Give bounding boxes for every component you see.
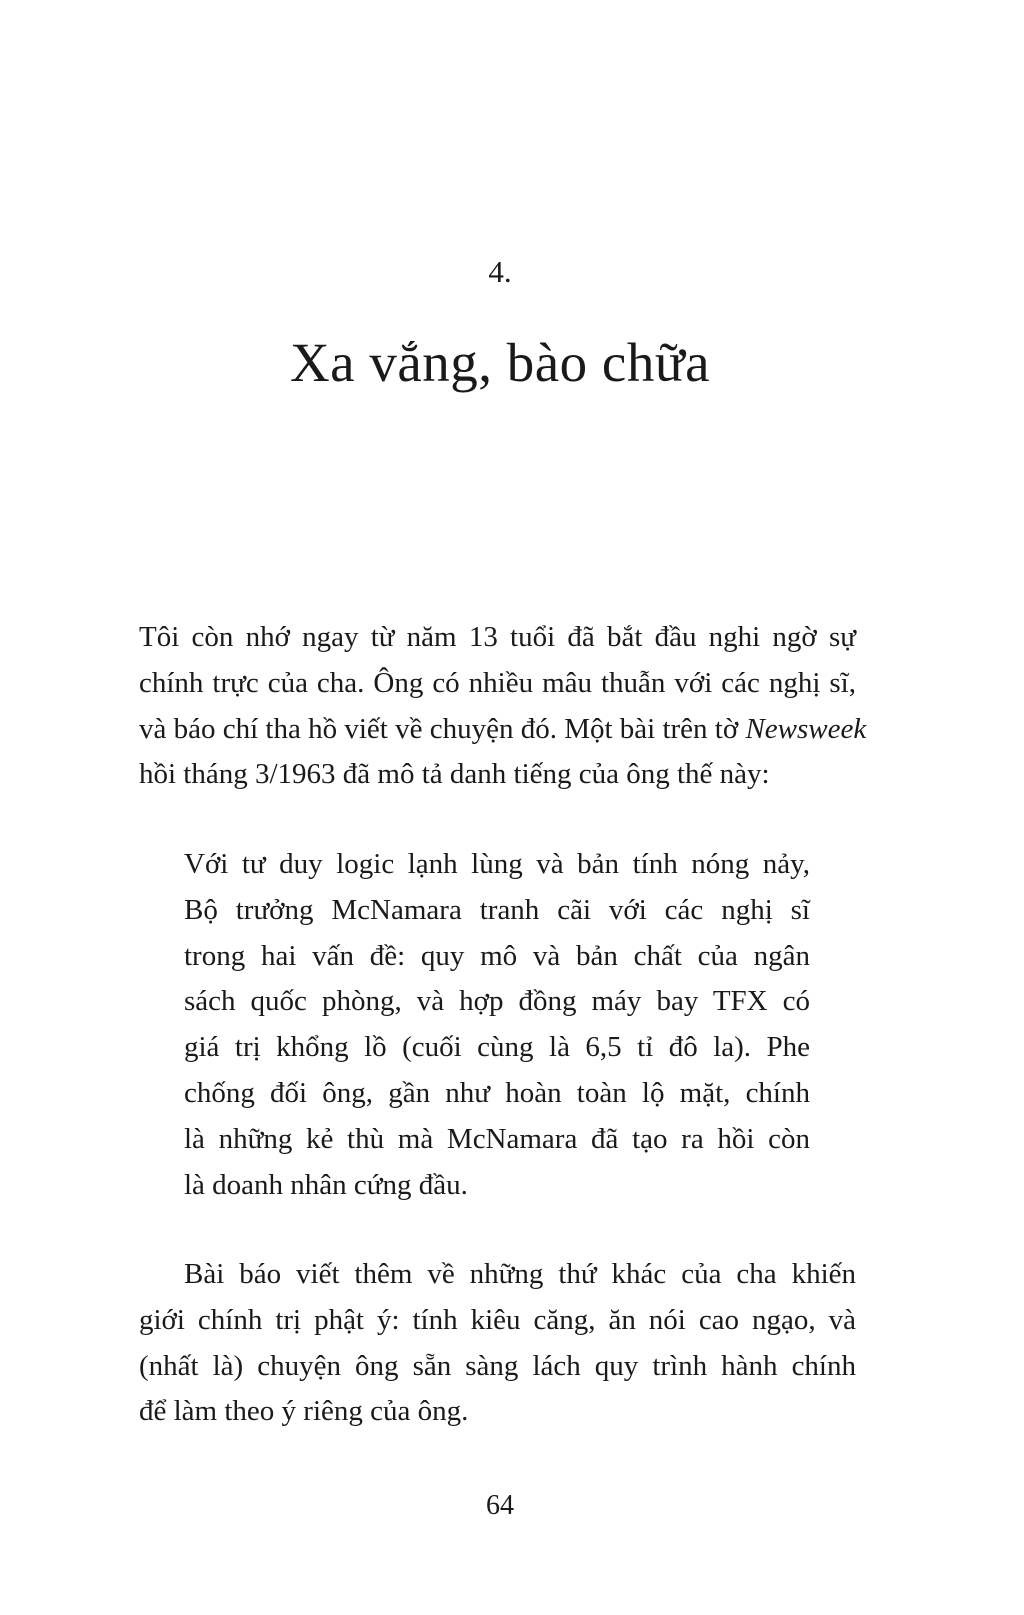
newsweek-title: Newsweek (745, 712, 867, 745)
quote-line-3: trong hai vấn đề: quy mô và bản chất của ngân (184, 939, 810, 972)
quote-line-1: Với tư duy logic lạnh lùng và bản tính nóng nảy, (184, 848, 810, 880)
quote-line-8: là doanh nhân cứng đầu. (184, 1168, 468, 1201)
quote-line-4: sách quốc phòng, và hợp đồng máy bay TFX có (184, 985, 810, 1018)
follow-line-4: để làm theo ý riêng của ông. (139, 1395, 469, 1428)
quote-line-5: giá trị khổng lồ (cuối cùng là 6,5 tỉ đô la). Phe (184, 1031, 810, 1064)
intro-paragraph (139, 615, 867, 800)
follow-paragraph (139, 1252, 856, 1435)
follow-line-1: Bài báo viết thêm về những thứ khác của cha khiến (184, 1258, 856, 1290)
intro-line-2: chính trực của cha. Ông có nhiều mâu thuẫn với các nghị sĩ, (139, 666, 856, 699)
follow-line-3: (nhất là) chuyện ông sẵn sàng lách quy trình hành chính (139, 1349, 856, 1382)
intro-line-3-text: và báo chí tha hồ viết về chuyện đó. Một bài trên tờ (139, 712, 746, 745)
chapter-title: Xa vắng, bào chữa (289, 332, 711, 393)
quote-line-7: là những kẻ thù mà McNamara đã tạo ra hồi còn (184, 1122, 810, 1155)
follow-line-2: giới chính trị phật ý: tính kiêu căng, ăn nói cao ngạo, và (139, 1303, 856, 1336)
chapter-number: 4. (488, 254, 512, 289)
block-quote (184, 842, 810, 1208)
intro-line-1: Tôi còn nhớ ngay từ năm 13 tuổi đã bắt đầu nghi ngờ sự (139, 621, 856, 653)
intro-line-4: hồi tháng 3/1963 đã mô tả danh tiếng của ông thế này: (139, 758, 770, 791)
quote-line-2: Bộ trưởng McNamara tranh cãi với các nghị sĩ (184, 893, 810, 926)
page-number: 64 (486, 1490, 514, 1521)
quote-line-6: chống đối ông, gần như hoàn toàn lộ mặt, chính (184, 1076, 810, 1109)
intro-line-3 (139, 707, 867, 753)
